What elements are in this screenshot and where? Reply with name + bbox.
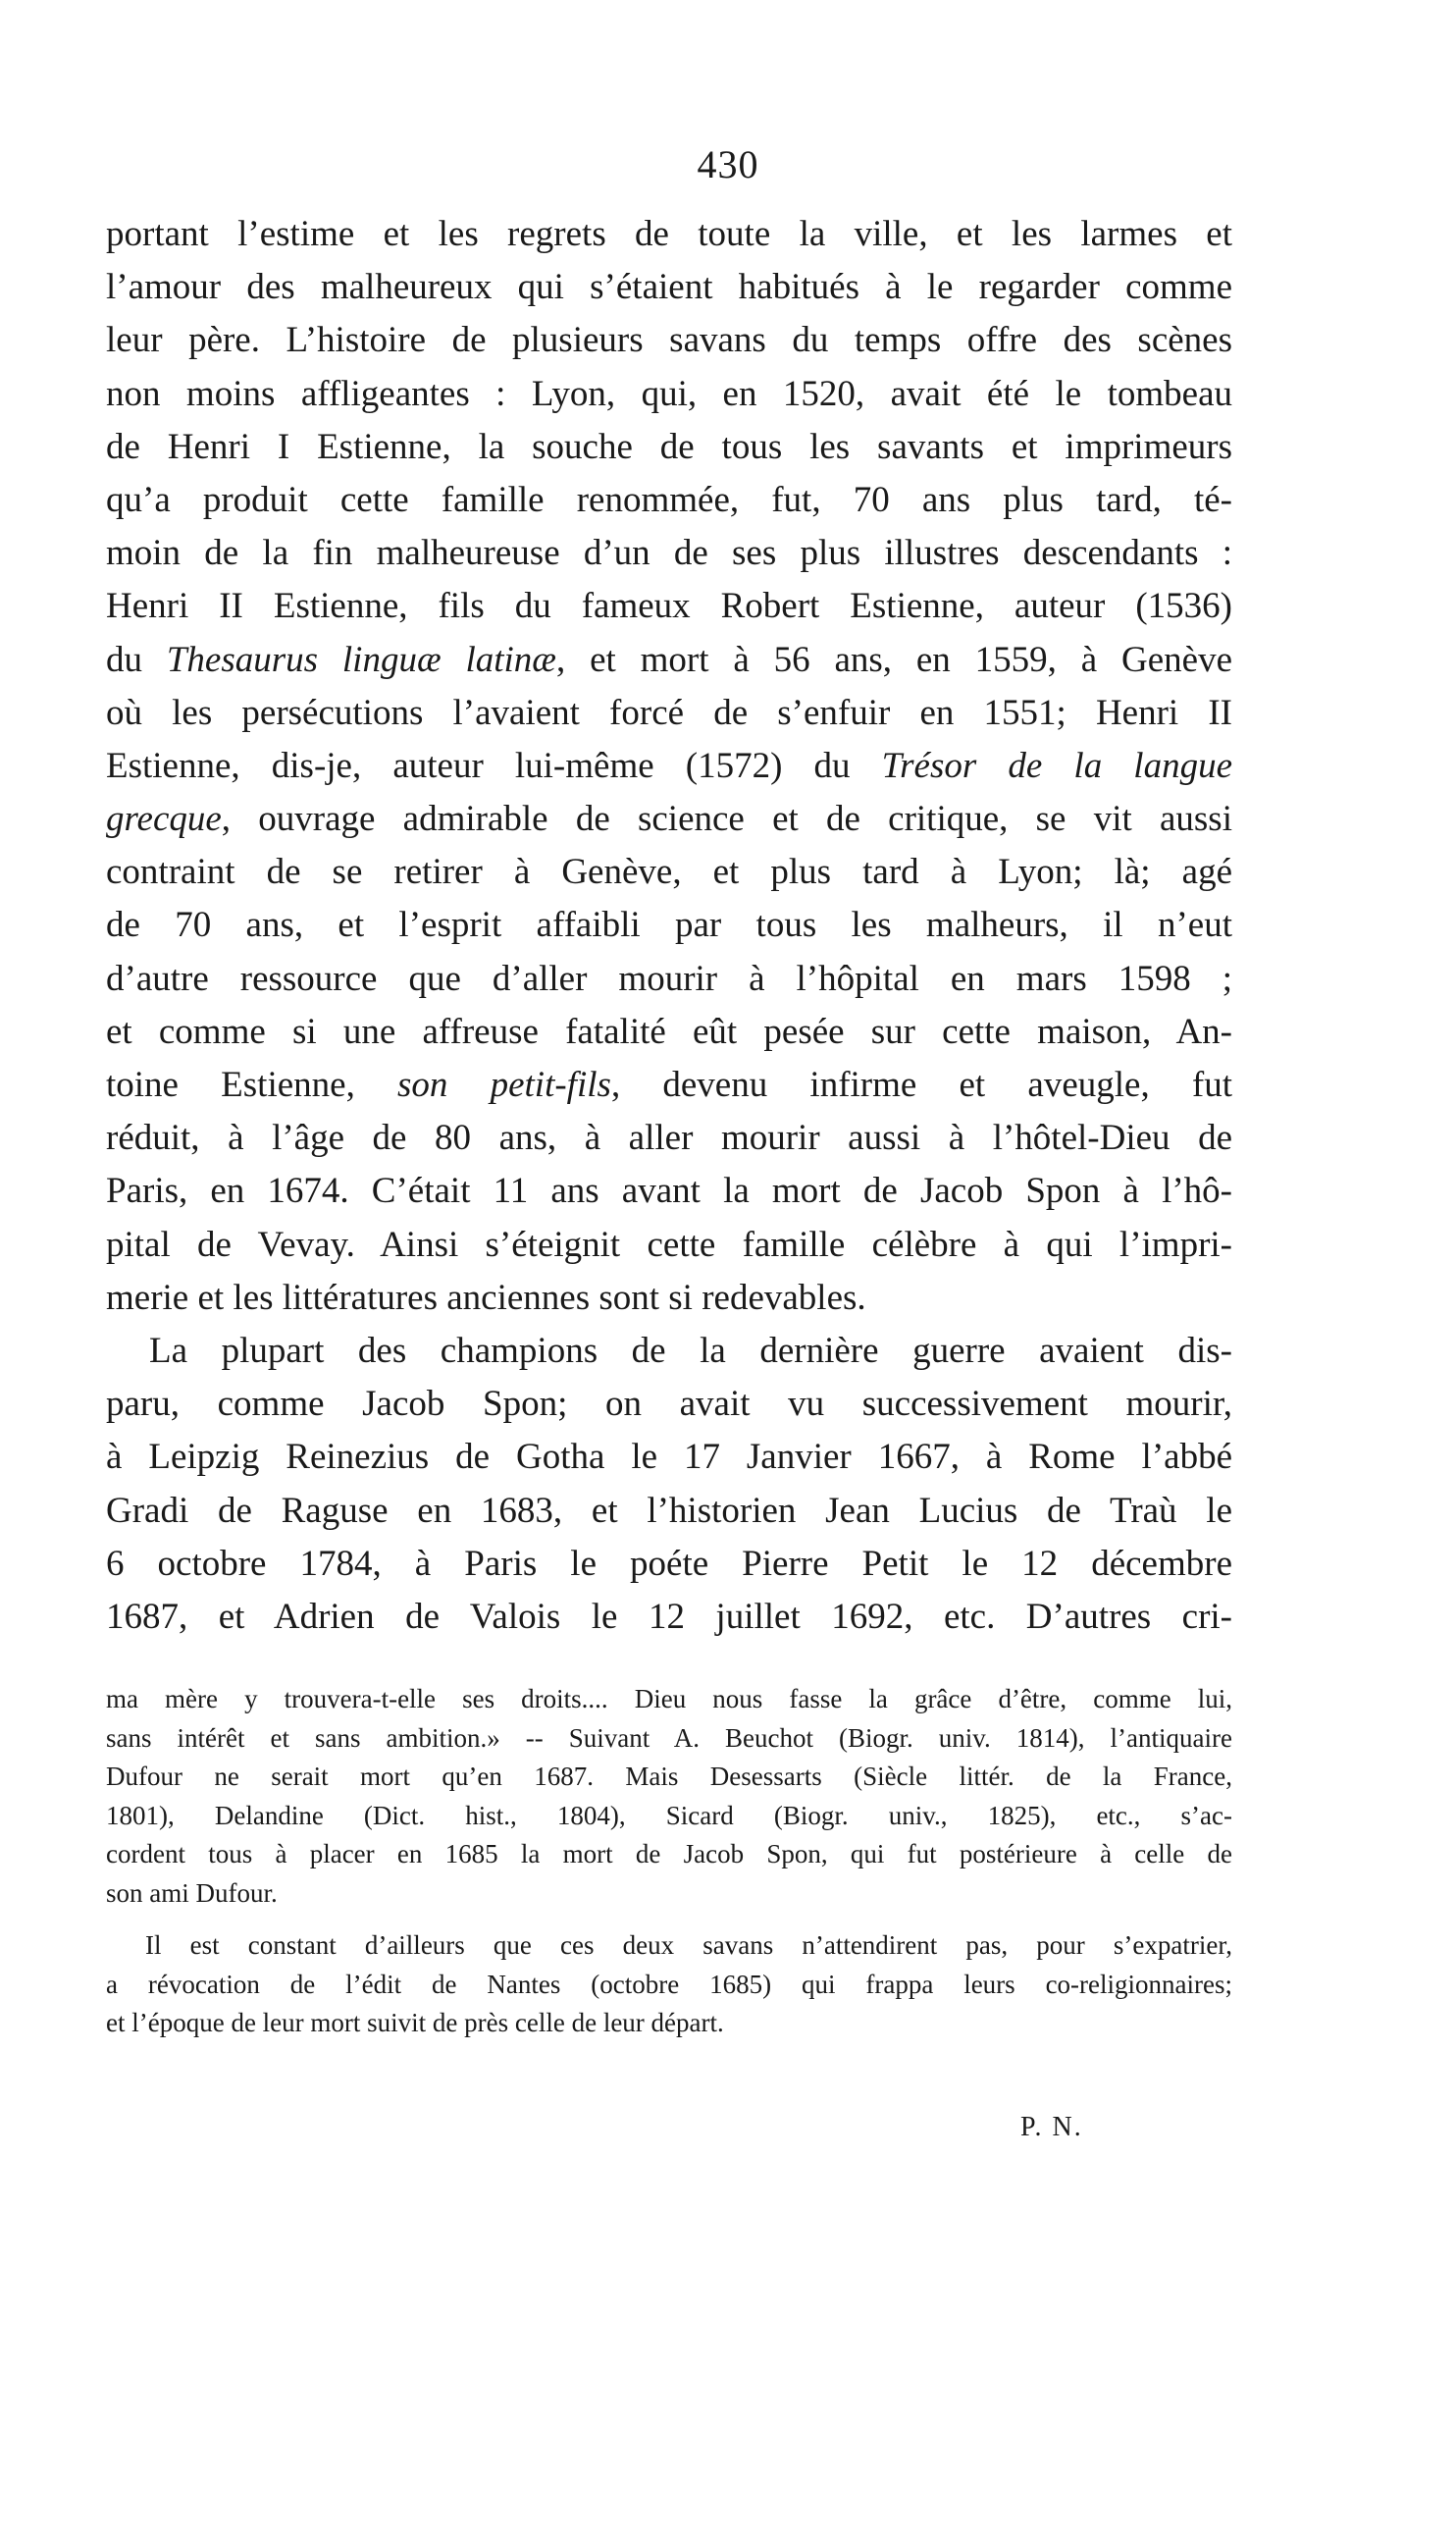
main-text-line: La plupart des champions de la dernière guerre avaient dis-	[149, 1330, 1232, 1371]
footnote-line: a révocation de l’édit de Nantes (octobre 1685) qui frappa leurs co-religionnaires;	[106, 1969, 1232, 1999]
main-text-line: Henri II Estienne, fils du fameux Robert Estienne, auteur (1536)	[106, 586, 1232, 627]
italic-title: grecque	[106, 799, 222, 840]
main-text-body	[106, 208, 1232, 1644]
main-text-line: où les persécutions l’avaient forcé de s’enfuir en 1551; Henri II	[106, 692, 1232, 733]
footnote-line: 1801), Delandine (Dict. hist., 1804), Sicard (Biogr. univ., 1825), etc., s’ac-	[106, 1800, 1232, 1830]
footnotes	[106, 1680, 1232, 2043]
footnote-line: sans intérêt et sans ambition.» -- Suivant A. Beuchot (Biogr. univ. 1814), l’antiquaire	[106, 1722, 1232, 1753]
italic-title: Thesaurus linguæ latinæ	[166, 639, 556, 680]
main-text-line: et comme si une affreuse fatalité eût pesée sur cette maison, An-	[106, 1011, 1232, 1052]
footnote-line: Dufour ne serait mort qu’en 1687. Mais Desessarts (Siècle littér. de la France,	[106, 1762, 1232, 1791]
main-text-line: grecque, ouvrage admirable de science et de critique, se vit aussi	[106, 799, 1232, 840]
main-text-line: l’amour des malheureux qui s’étaient habitués à le regarder comme	[106, 267, 1232, 308]
main-text-line: moin de la fin malheureuse d’un de ses plus illustres descendants :	[106, 533, 1232, 574]
main-text-line: d’autre ressource que d’aller mourir à l’hôpital en mars 1598 ;	[106, 958, 1232, 999]
footnote-line: cordent tous à placer en 1685 la mort de Jacob Spon, qui fut postérieure à celle de	[106, 1839, 1232, 1868]
main-text-line: 6 octobre 1784, à Paris le poéte Pierre Petit le 12 décembre	[106, 1543, 1232, 1584]
signature: P. N.	[1020, 2112, 1083, 2142]
main-text-line: du Thesaurus linguæ latinæ, et mort à 56 ans, en 1559, à Genève	[106, 639, 1232, 680]
main-text-line: contraint de se retirer à Genève, et plus tard à Lyon; là; agé	[106, 852, 1232, 893]
main-text-line: portant l’estime et les regrets de toute la ville, et les larmes et	[106, 214, 1232, 254]
main-text-line: réduit, à l’âge de 80 ans, à aller mourir aussi à l’hôtel-Dieu de	[106, 1118, 1232, 1159]
main-text-line: 1687, et Adrien de Valois le 12 juillet 1692, etc. D’autres cri-	[106, 1596, 1232, 1637]
main-text-line: paru, comme Jacob Spon; on avait vu successivement mourir,	[106, 1384, 1232, 1425]
footnote-line: Il est constant d’ailleurs que ces deux savans n’attendirent pas, pour s’expatrier,	[145, 1930, 1232, 1960]
footnote-line: ma mère y trouvera-t-elle ses droits.... Dieu nous fasse la grâce d’être, comme lui,	[106, 1684, 1232, 1713]
main-text-line: merie et les littératures anciennes sont si redevables.	[106, 1277, 866, 1318]
footnote-line: et l’époque de leur mort suivit de près celle de leur départ.	[106, 2008, 724, 2037]
main-text-line: à Leipzig Reinezius de Gotha le 17 Janvier 1667, à Rome l’abbé	[106, 1437, 1232, 1478]
main-text-line: qu’a produit cette famille renommée, fut, 70 ans plus tard, té-	[106, 479, 1232, 520]
main-text-line: toine Estienne, son petit-fils, devenu infirme et aveugle, fut	[106, 1065, 1232, 1105]
footnote-line: son ami Dufour.	[106, 1877, 278, 1908]
main-text-line: Paris, en 1674. C’était 11 ans avant la mort de Jacob Spon à l’hô-	[106, 1171, 1232, 1212]
main-text-line: non moins affligeantes : Lyon, qui, en 1520, avait été le tombeau	[106, 373, 1232, 414]
main-text-line: leur père. L’histoire de plusieurs savans du temps offre des scènes	[106, 320, 1232, 361]
main-text-line: de Henri I Estienne, la souche de tous les savants et imprimeurs	[106, 426, 1232, 467]
main-text-line: de 70 ans, et l’esprit affaibli par tous les malheurs, il n’eut	[106, 905, 1232, 946]
page-number: 430	[697, 142, 759, 186]
italic-title: son petit-fils	[397, 1065, 611, 1105]
main-text-line: pital de Vevay. Ainsi s’éteignit cette famille célèbre à qui l’impri-	[106, 1224, 1232, 1265]
main-text-line: Gradi de Raguse en 1683, et l’historien Jean Lucius de Traù le	[106, 1490, 1232, 1531]
main-text-line: Estienne, dis-je, auteur lui-même (1572) du Trésor de la langue	[106, 745, 1233, 786]
italic-title: Trésor de la langue	[881, 745, 1233, 786]
